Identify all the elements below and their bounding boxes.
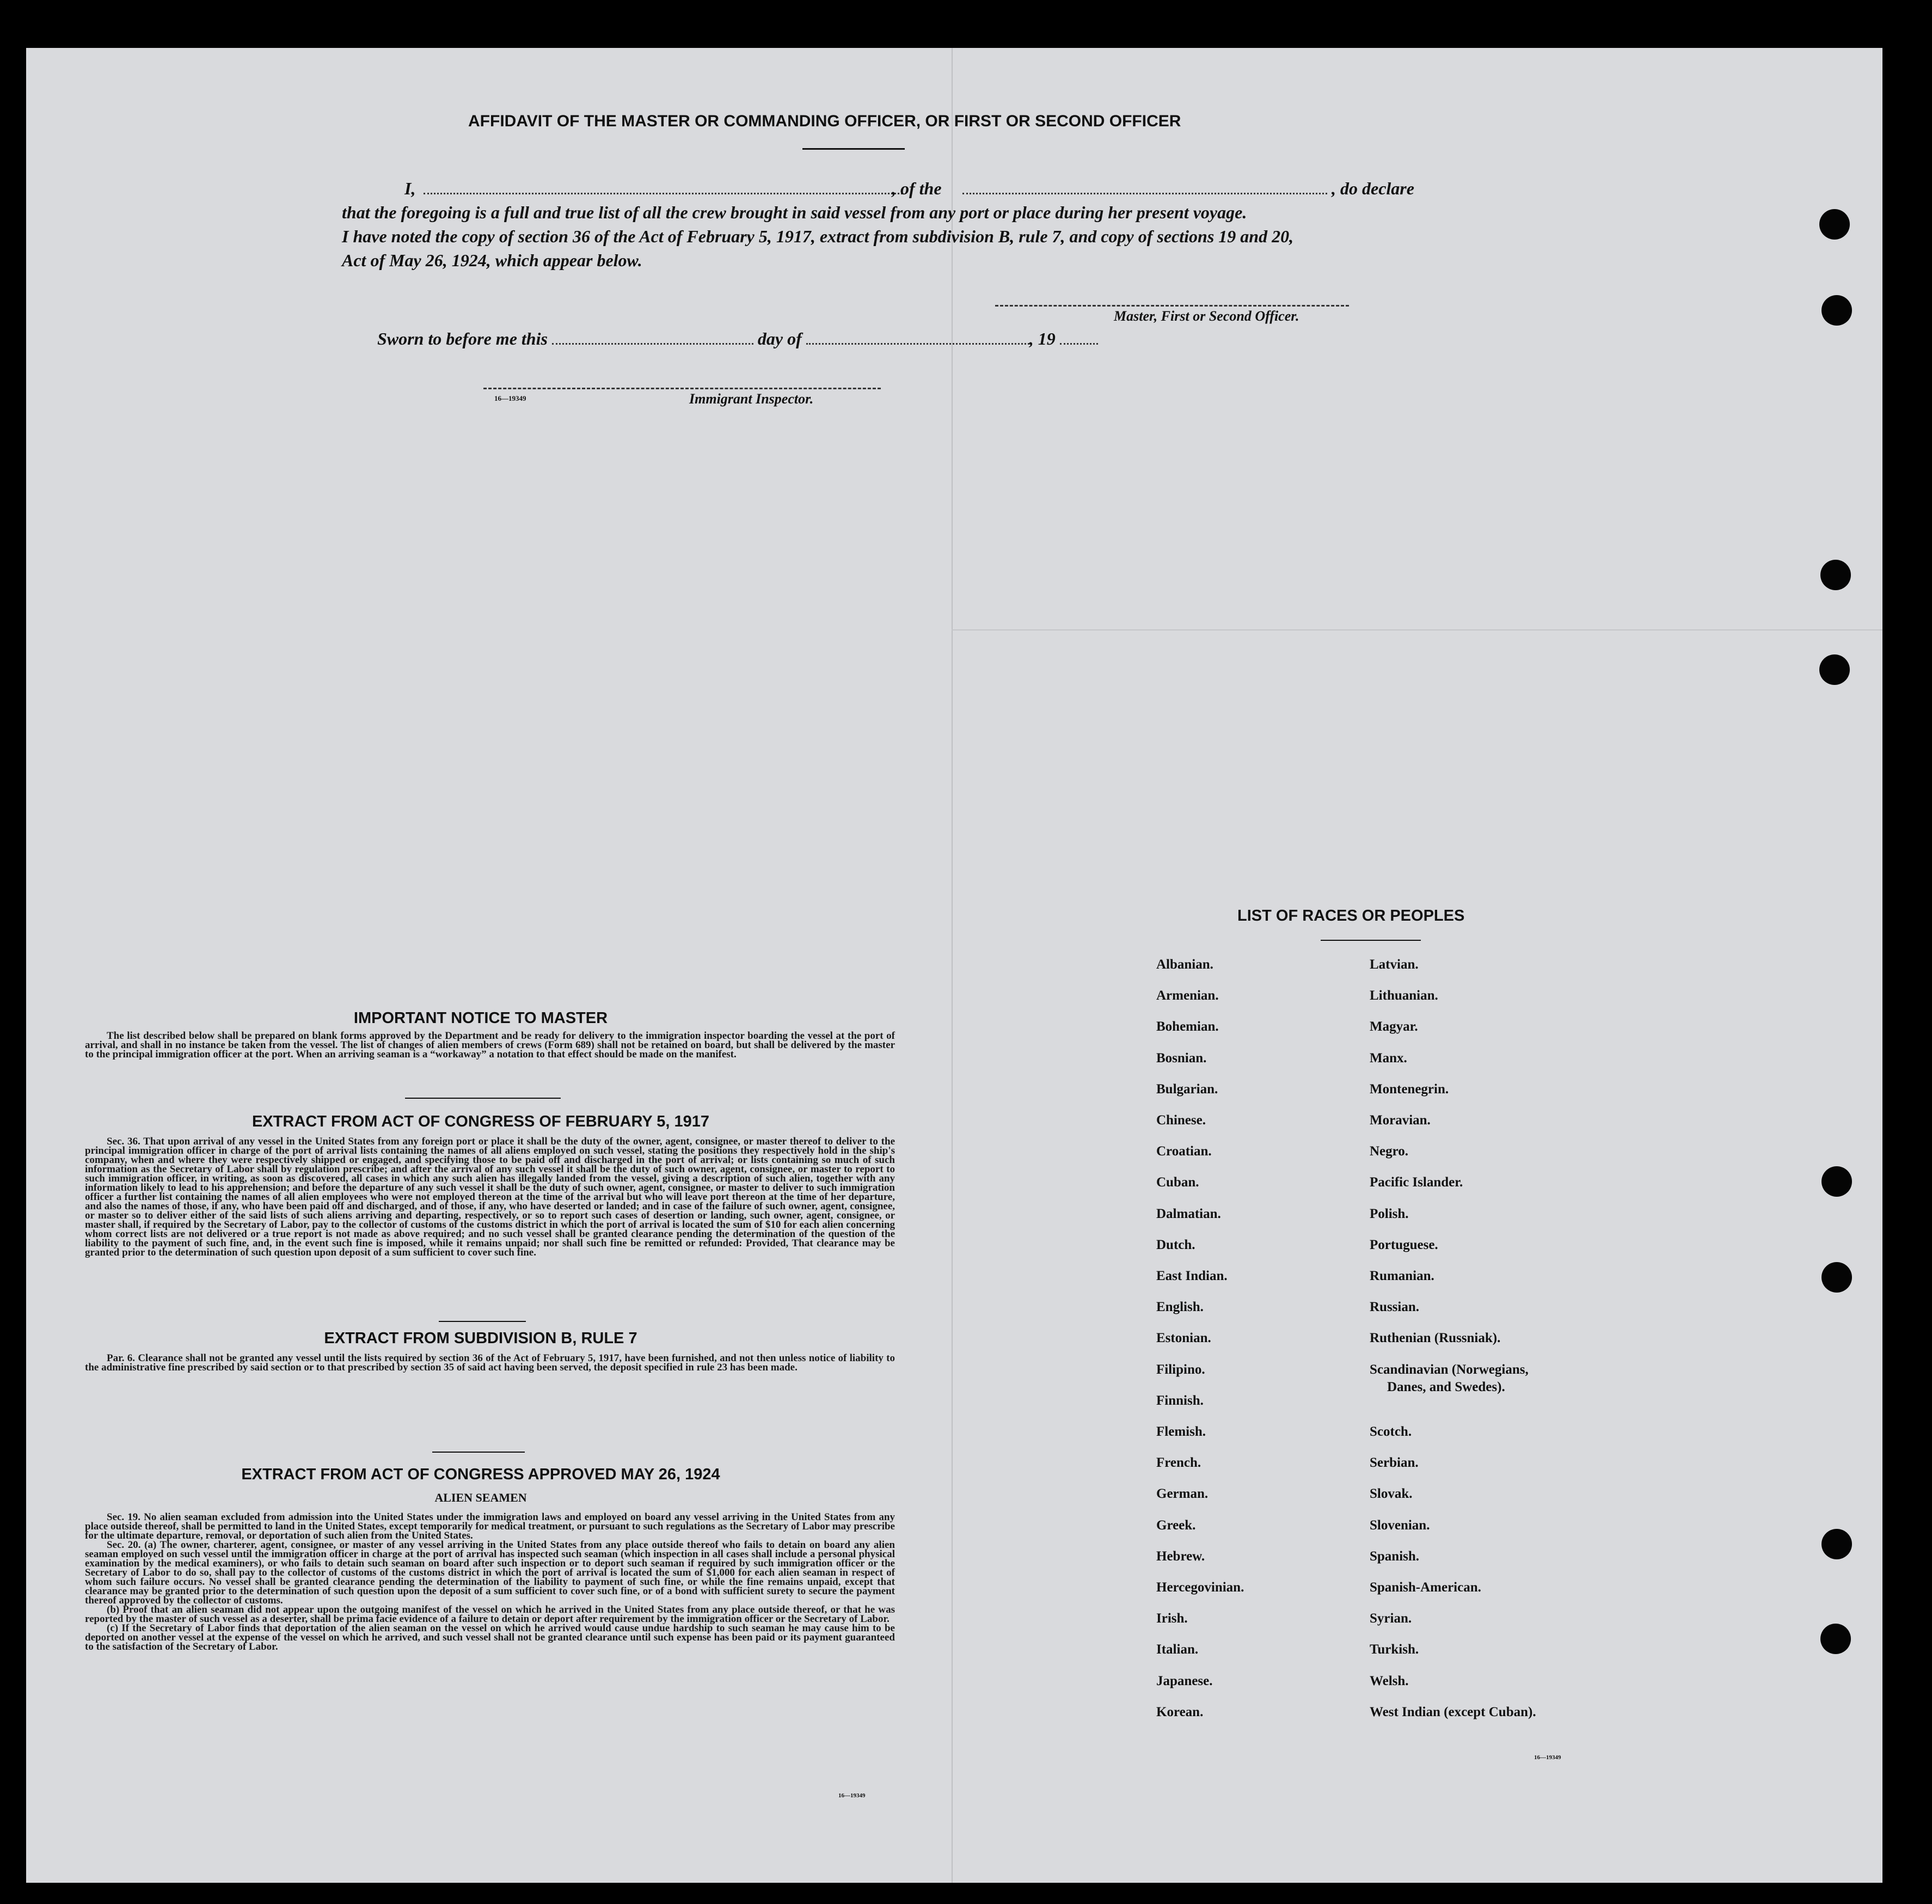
race-item: German. xyxy=(1156,1486,1209,1501)
race-item: West Indian (except Cuban). xyxy=(1370,1705,1536,1719)
section-rule xyxy=(439,1321,526,1322)
race-item: Bohemian. xyxy=(1156,1019,1219,1034)
section-rule xyxy=(405,1098,561,1099)
binder-hole xyxy=(1819,209,1850,240)
race-item: Bulgarian. xyxy=(1156,1082,1218,1097)
inspector-signature-field[interactable] xyxy=(483,388,881,389)
extract-rule7-title: EXTRACT FROM SUBDIVISION B, RULE 7 xyxy=(324,1330,637,1347)
sec-20a-paragraph: Sec. 20. (a) The owner, charterer, agent, consignee, or master of any vessel arriving in the United States from any place outside thereof who fails to detain on board any alien seaman employed on such vessel until the immigration officer in charge at the port of arrival has inspected such seaman (which inspection in all cases shall include a personal physical examination by the medical examiners), or who fails to detain such seaman on board after such inspection or to deport such seaman if required by such immigration officer or the Secretary of Labor to do so, shall pay to the collector of customs of the customs district in which the port of arrival is located the sum of $1,000 for each alien seaman in respect of whom such failure occurs. No vessel shall be granted clearance pending the determination of the liability to payment of such fine, or while the fine remains unpaid, except that clearance may be granted prior to the determination of such question upon the deposit of a sum sufficient to cover such fine, or of a bond with sufficient surety to secure the payment thereof approved by the collector of customs. xyxy=(85,1539,895,1606)
race-item: Lithuanian. xyxy=(1370,988,1438,1003)
title-rule xyxy=(802,148,905,150)
fold-crease-horizontal xyxy=(952,629,1882,630)
race-item: Serbian. xyxy=(1370,1455,1419,1470)
officer-signature-label: Master, First or Second Officer. xyxy=(1114,308,1299,324)
fold-crease-vertical xyxy=(952,48,953,1883)
sec-20b-paragraph: (b) Proof that an alien seaman did not appear upon the outgoing manifest of the vessel on which he arrived in the United States from any place outside thereof, or that he was reported by the master of such vessel as a deserter, shall be prima facie evidence of a failure to detain or deport after requirement by the immigration officer or the Secretary of Labor. xyxy=(85,1604,895,1625)
race-item: Rumanian. xyxy=(1370,1269,1434,1283)
race-item: East Indian. xyxy=(1156,1269,1228,1283)
race-item: Albanian. xyxy=(1156,957,1213,972)
race-item: Armenian. xyxy=(1156,988,1219,1003)
race-item: Hercegovinian. xyxy=(1156,1580,1244,1595)
sworn-line xyxy=(377,329,1098,349)
races-title: LIST OF RACES OR PEOPLES xyxy=(1237,907,1465,925)
race-item: Slovak. xyxy=(1370,1486,1413,1501)
binder-hole xyxy=(1821,1529,1852,1559)
sworn-year-field[interactable] xyxy=(1060,330,1098,345)
binder-hole xyxy=(1821,1166,1852,1197)
race-item: Latvian. xyxy=(1370,957,1419,972)
race-item: Finnish. xyxy=(1156,1393,1204,1408)
race-item: Pacific Islander. xyxy=(1370,1175,1463,1190)
do-declare-label: , do declare xyxy=(1332,179,1414,198)
race-item: Welsh. xyxy=(1370,1674,1409,1688)
race-item: Croatian. xyxy=(1156,1144,1212,1159)
race-item: Polish. xyxy=(1370,1207,1409,1221)
race-item: Italian. xyxy=(1156,1642,1199,1657)
race-item: English. xyxy=(1156,1300,1204,1314)
race-item: Russian. xyxy=(1370,1300,1420,1314)
declarant-i: I, xyxy=(404,179,416,198)
race-item: Irish. xyxy=(1156,1611,1188,1626)
race-item: Scandinavian (Norwegians, xyxy=(1370,1362,1529,1377)
race-item: Turkish. xyxy=(1370,1642,1419,1657)
race-item: Montenegrin. xyxy=(1370,1082,1449,1097)
officer-signature-field[interactable] xyxy=(995,305,1349,307)
notice-text xyxy=(85,1031,895,1059)
race-item: Greek. xyxy=(1156,1518,1196,1533)
alien-seamen-subtitle: ALIEN SEAMEN xyxy=(434,1491,527,1504)
race-item: Flemish. xyxy=(1156,1424,1206,1439)
affidavit-line-3: I have noted the copy of section 36 of the Act of February 5, 1917, extract from subdivision B, rule 7, and copy of sections 19 and 20, xyxy=(342,226,1294,246)
binder-hole xyxy=(1820,560,1851,590)
sworn-month-field[interactable] xyxy=(806,330,1029,345)
race-item: Negro. xyxy=(1370,1144,1409,1159)
race-item: Bosnian. xyxy=(1156,1051,1207,1066)
race-item: Portuguese. xyxy=(1370,1238,1438,1252)
races-form-number: 16—19349 xyxy=(1534,1754,1561,1761)
sworn-day-of-label: day of xyxy=(757,329,802,348)
binder-hole xyxy=(1819,654,1850,685)
affidavit-title: AFFIDAVIT OF THE MASTER OR COMMANDING OFFICER, OR FIRST OR SECOND OFFICER xyxy=(468,112,1181,130)
race-item: Magyar. xyxy=(1370,1019,1418,1034)
extract-1924-title: EXTRACT FROM ACT OF CONGRESS APPROVED MAY 26, 1924 xyxy=(241,1466,720,1483)
extract-1924-text xyxy=(85,1513,895,1651)
affidavit-line-2: that the foregoing is a full and true list of all the crew brought in said vessel from any port or place during her present voyage. xyxy=(342,203,1247,222)
race-item: Spanish. xyxy=(1370,1549,1420,1564)
declarant-name-field[interactable] xyxy=(424,176,903,194)
race-item: Hebrew. xyxy=(1156,1549,1205,1564)
race-item: Chinese. xyxy=(1156,1113,1206,1128)
notice-title: IMPORTANT NOTICE TO MASTER xyxy=(353,1009,608,1027)
affidavit-declaration-line xyxy=(342,176,1414,200)
extract-rule7-text xyxy=(85,1354,895,1372)
race-item-continuation: Danes, and Swedes). xyxy=(1387,1380,1505,1394)
sec-20c-paragraph: (c) If the Secretary of Labor finds that deportation of the alien seaman on the vessel on which he arrived would cause undue hardship to such seaman he may cause him to be deported on another vessel at the expense of the vessel on which he arrived, and such vessel shall not be granted clearance until such expense has been paid or its payment guaranteed to the satisfaction of the Secretary of Labor. xyxy=(85,1623,895,1652)
race-item: Slovenian. xyxy=(1370,1518,1430,1533)
section-36-paragraph: Sec. 36. That upon arrival of any vessel in the United States from any foreign port or place it shall be the duty of the owner, agent, consignee, or master thereof to deliver to the principal immigration officer in charge of the port of arrival lists containing the names of all aliens employed on such vessel, stating the positions they respectively hold in the ship's company, when and where they were respectively shipped or engaged, and specifying those to be paid off and discharged in the port of arrival; or lists containing so much of such information as the Secretary of Labor shall by regulation prescribe; and after the arrival of any such vessel it shall be the duty of such owner, agent, consignee, or master to report to such immigration officer, in writing, as soon as discovered, all cases in which any such alien has illegally landed from the vessel, giving a description of such alien, together with any information likely to lead to his apprehension; and before the departure of any such vessel it shall be the duty of such owner, agent, consignee, or master to deliver to such immigration officer a further list containing the names of all alien employees who were not employed thereon at the time of the arrival but who will leave port thereon at the time of her departure, and also the names of those, if any, who have been paid off and discharged, and of those, if any, who have deserted or landed; and in case of the failure of such owner, agent, consignee, or master so to deliver either of the said lists of such aliens arriving and departing, respectively, or so to report such cases of desertion or landing, such owner, agent, consignee, or master shall, if required by the Secretary of Labor, pay to the collector of customs of the customs district in which the port of arrival is located the sum of $10 for each alien concerning whom correct lists are not delivered or a true report is not made as above required; and no such vessel shall be granted clearance pending the determination of the question of the liability to the payment of such fine, and, in the event such fine is imposed, while it remains unpaid; nor shall such fine be remitted or refunded: Provided, That clearance may be granted prior to the determination of such question upon deposit of a sum sufficient to cover such fine. xyxy=(85,1136,895,1258)
race-item: Japanese. xyxy=(1156,1674,1213,1688)
form-sheet xyxy=(26,48,1882,1883)
sworn-prefix: Sworn to before me this xyxy=(377,329,548,348)
races-title-rule xyxy=(1321,940,1421,941)
race-item: Dalmatian. xyxy=(1156,1207,1221,1221)
vessel-name-field[interactable] xyxy=(962,176,1327,194)
race-item: Korean. xyxy=(1156,1705,1204,1719)
race-item: Spanish-American. xyxy=(1370,1580,1481,1595)
affidavit-line-4: Act of May 26, 1924, which appear below. xyxy=(342,250,642,270)
extract-1917-title: EXTRACT FROM ACT OF CONGRESS OF FEBRUARY 5, 1917 xyxy=(252,1113,710,1130)
binder-hole xyxy=(1820,1624,1851,1654)
race-item: Syrian. xyxy=(1370,1611,1412,1626)
race-item: Dutch. xyxy=(1156,1238,1195,1252)
binder-hole xyxy=(1821,1262,1852,1293)
race-item: Scotch. xyxy=(1370,1424,1412,1439)
par-6-paragraph: Par. 6. Clearance shall not be granted any vessel until the lists required by section 36 of the Act of February 5, 1917, have been furnished, and not then unless notice of liability to the administrative fine prescribed by said section or to that prescribed by section 35 of said act having been served, the deposit specified in rule 23 has been made. xyxy=(85,1352,895,1373)
race-item: Estonian. xyxy=(1156,1331,1211,1345)
sworn-year-label: , 19 xyxy=(1029,329,1056,348)
race-item: Filipino. xyxy=(1156,1362,1205,1377)
extract-form-number: 16—19349 xyxy=(838,1792,866,1799)
sec-19-paragraph: Sec. 19. No alien seaman excluded from admission into the United States under the immigration laws and employed on board any vessel arriving in the United States from any place outside thereof, shall be permitted to land in the United States, except temporarily for medical treatment, or pursuant to such regulations as the Secretary of Labor may prescribe for the ultimate departure, removal, or deportation of such alien from the United States. xyxy=(85,1511,895,1541)
of-the-label: , of the xyxy=(892,179,942,198)
inspector-form-number: 16—19349 xyxy=(494,394,526,402)
inspector-label: Immigrant Inspector. xyxy=(689,391,814,407)
race-item: Cuban. xyxy=(1156,1175,1199,1190)
race-item: Manx. xyxy=(1370,1051,1407,1066)
section-rule xyxy=(432,1452,525,1453)
affidavit-body xyxy=(342,176,1414,272)
sworn-day-field[interactable] xyxy=(552,330,753,345)
notice-paragraph: The list described below shall be prepared on blank forms approved by the Department and be ready for delivery to the immigration inspector boarding the vessel at the port of arrival, and shall in no instance be taken from the vessel. The list of changes of alien members of crews (Form 689) shall not be retained on board, but shall be delivered by the master to the principal immigration officer at the port. When an arriving seaman is a “workaway” a notation to that effect should be made on the manifest. xyxy=(85,1030,895,1060)
race-item: French. xyxy=(1156,1455,1201,1470)
binder-hole xyxy=(1821,295,1852,326)
race-item: Ruthenian (Russniak). xyxy=(1370,1331,1501,1345)
race-item: Moravian. xyxy=(1370,1113,1431,1128)
extract-1917-text xyxy=(85,1137,895,1257)
